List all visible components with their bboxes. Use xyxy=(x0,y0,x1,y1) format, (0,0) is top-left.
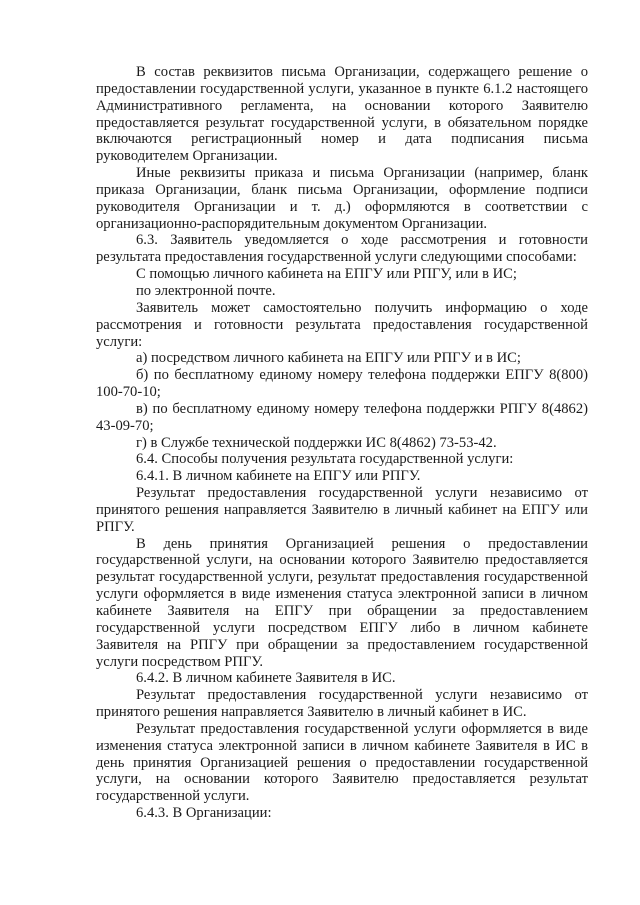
paragraph-day-of-decision: В день принятия Организацией решения о предоставлении государственной услуги, на основании которого Заявителю предоставляется результат государственной услуги, результат предоставления государственной услуги оформляется в виде изменения статуса электронной записи в личном кабинете Заявителя на ЕПГУ при обращении за предоставлением государственной услуги посредством ЕПГУ либо в личном кабинете Заявителя на РПГУ при обращении за предоставлением государственной услуги посредством РПГУ. xyxy=(96,535,588,670)
paragraph-result-epgu: Результат предоставления государственной услуги независимо от принятого решения направляется Заявителю в личный кабинет на ЕПГУ или РПГУ. xyxy=(96,485,588,535)
list-item-email: по электронной почте. xyxy=(136,282,276,299)
list-item-personal-cabinet: С помощью личного кабинета на ЕПГУ или РПГУ, или в ИС; xyxy=(136,266,517,283)
paragraph-6-4-1: 6.4.1. В личном кабинете на ЕПГУ или РПГУ. xyxy=(136,468,421,485)
paragraph-other-requisites: Иные реквизиты приказа и письма Организации (например, бланк приказа Организации, бланк письма Организации, оформление подписи руководителя Организации и т. д.) оформляются в соответствии с организационно-распорядительным документом Организации. xyxy=(96,165,588,232)
list-item-a: а) посредством личного кабинета на ЕПГУ или РПГУ и в ИС; xyxy=(136,350,521,367)
list-item-d: г) в Службе технической поддержки ИС 8(4862) 73-53-42. xyxy=(136,434,497,451)
paragraph-6-4-3: 6.4.3. В Организации: xyxy=(136,805,272,822)
list-item-c: в) по бесплатному единому номеру телефона поддержки РПГУ 8(4862) 43-09-70; xyxy=(96,400,588,434)
paragraph-result-status-is: Результат предоставления государственной услуги оформляется в виде изменения статуса электронной записи в личном кабинете Заявителя в ИС в день принятия Организацией решения о предоставлении государственной услуги, на основании которого Заявителю предоставляется результат государственной услуги. xyxy=(96,720,588,805)
paragraph-6-4-2: 6.4.2. В личном кабинете Заявителя в ИС. xyxy=(136,670,396,687)
paragraph-result-is: Результат предоставления государственной услуги независимо от принятого решения направляется Заявителю в личный кабинет в ИС. xyxy=(96,687,588,721)
paragraph-requisites-letter: В состав реквизитов письма Организации, содержащего решение о предоставлении государственной услуги, указанное в пункте 6.1.2 настоящего Административного регламента, на основании которого Заявителю предоставляется результат государственной услуги, в обязательном порядке включаются регистрационный номер и дата подписания письма руководителем Организации. xyxy=(96,64,588,165)
paragraph-6-3: 6.3. Заявитель уведомляется о ходе рассмотрения и готовности результата предоставления государственной услуги следующими способами: xyxy=(96,232,588,266)
list-item-b: б) по бесплатному единому номеру телефона поддержки ЕПГУ 8(800) 100-70-10; xyxy=(96,367,588,401)
paragraph-self-info: Заявитель может самостоятельно получить информацию о ходе рассмотрения и готовности результата предоставления государственной услуги: xyxy=(96,299,588,350)
paragraph-6-4: 6.4. Способы получения результата государственной услуги: xyxy=(136,451,514,468)
document-body xyxy=(96,64,588,822)
